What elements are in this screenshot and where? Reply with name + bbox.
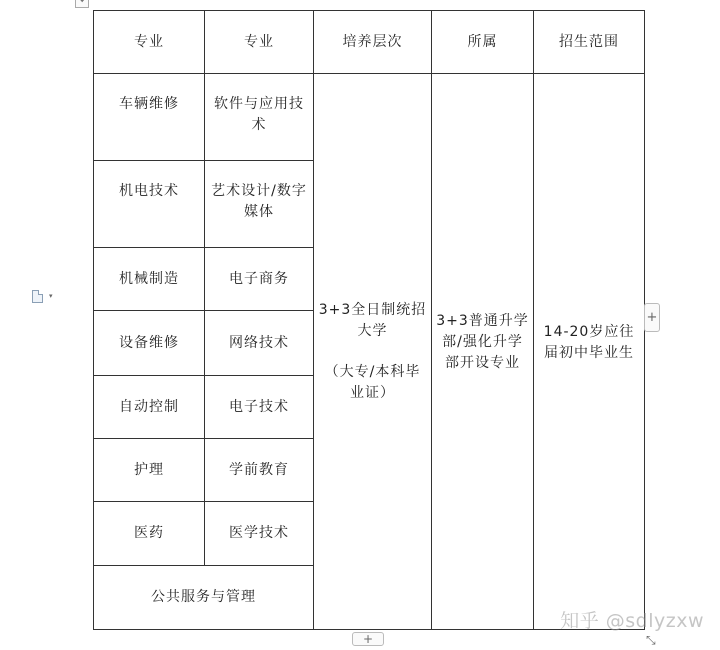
document-icon[interactable]	[32, 290, 43, 303]
major-cell: 艺术设计/数字媒体	[205, 161, 314, 248]
major-cell: 学前教育	[205, 439, 314, 502]
header-cell: 专业	[94, 11, 205, 74]
major-cell: 车辆维修	[94, 74, 205, 161]
header-cell: 所属	[432, 11, 534, 74]
major-cell: 设备维修	[94, 311, 205, 376]
table-row	[94, 74, 645, 161]
add-row-button[interactable]: +	[352, 632, 384, 646]
watermark: 知乎 @sdlyzxw	[560, 610, 704, 632]
major-cell: 医学技术	[205, 502, 314, 566]
major-cell: 电子商务	[205, 248, 314, 311]
major-cell: 护理	[94, 439, 205, 502]
add-column-button[interactable]: +	[644, 303, 660, 332]
merged-major-cell: 公共服务与管理	[94, 566, 314, 630]
major-cell: 机电技术	[94, 161, 205, 248]
major-cell: 软件与应用技术	[205, 74, 314, 161]
major-cell: 网络技术	[205, 311, 314, 376]
major-cell: 机械制造	[94, 248, 205, 311]
header-cell: 培养层次	[314, 11, 432, 74]
table-move-handle[interactable]	[75, 0, 89, 8]
dropdown-caret-icon[interactable]: ▾	[49, 292, 53, 300]
level-text: 3+3全日制统招大学	[318, 301, 427, 339]
table-header-row	[94, 11, 645, 74]
header-cell: 专业	[205, 11, 314, 74]
major-cell: 自动控制	[94, 376, 205, 439]
belongs-cell: 3+3普通升学部/强化升学部开设专业	[432, 74, 534, 630]
major-cell: 医药	[94, 502, 205, 566]
major-table	[93, 10, 645, 630]
scope-cell: 14-20岁应往届初中毕业生	[534, 74, 645, 630]
level-certificate-text: （大专/本科毕业证）	[324, 363, 421, 401]
level-cell	[314, 74, 432, 630]
resize-handle-icon[interactable]: ⤡	[646, 633, 656, 647]
header-cell: 招生范围	[534, 11, 645, 74]
major-cell: 电子技术	[205, 376, 314, 439]
